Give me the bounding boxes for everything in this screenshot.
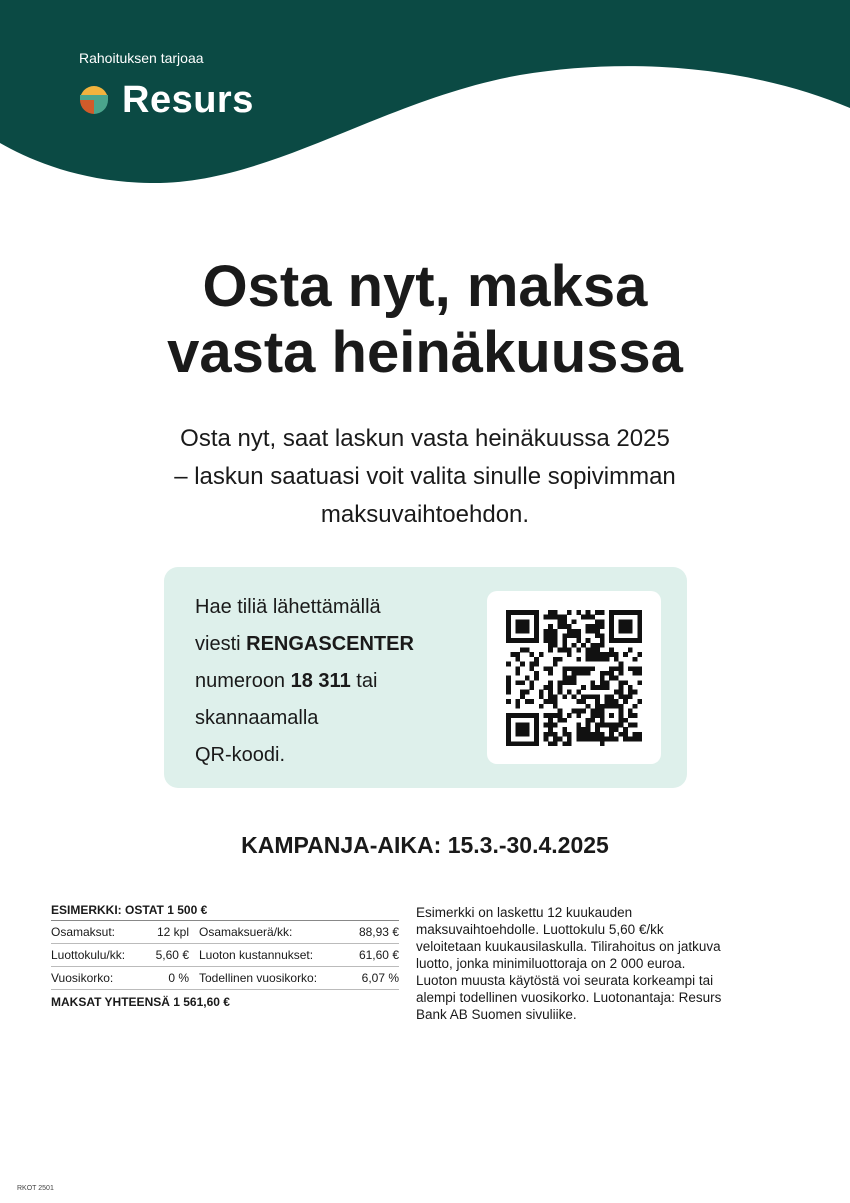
example-title: ESIMERKKI: OSTAT 1 500 € <box>51 903 399 921</box>
payment-example <box>51 903 399 1009</box>
headline <box>0 254 850 386</box>
example-total: MAKSAT YHTEENSÄ 1 561,60 € <box>51 995 230 1009</box>
resurs-logo-icon <box>78 84 110 116</box>
row-label: Osamaksuerä/kk: <box>199 925 293 939</box>
apply-line: QR-koodi. <box>195 744 286 766</box>
tagline: Rahoituksen tarjoaa <box>79 50 204 66</box>
apply-line: skannaamalla <box>195 707 319 729</box>
disclaimer-line: luotto, jonka minimiluottoraja on 2 000 euroa. <box>416 956 686 971</box>
row-value: 0 % <box>168 971 189 985</box>
qr-code-icon[interactable] <box>506 610 642 746</box>
row-label: Osamaksut: <box>51 925 116 939</box>
brand-name: Resurs <box>122 79 254 121</box>
apply-text: viesti <box>195 633 247 655</box>
sms-number: 18 311 <box>290 670 351 692</box>
disclaimer-line: veloitetaan kuukausilaskulla. Tilirahoitus on jatkuva <box>416 939 721 954</box>
disclaimer-line: Esimerkki on laskettu 12 kuukauden <box>416 905 633 920</box>
example-row <box>51 944 399 967</box>
apply-line <box>195 626 475 663</box>
apply-text: tai <box>350 670 378 692</box>
apply-line: Hae tiliä lähettämällä <box>195 596 381 618</box>
qr-card[interactable] <box>487 591 661 764</box>
disclaimer-line: Luoton muusta käytöstä voi seurata korkeampi tai <box>416 973 714 988</box>
document-code: RKOT 2501 <box>17 1185 54 1192</box>
row-value: 6,07 % <box>361 971 399 985</box>
lead-line: Osta nyt, saat laskun vasta heinäkuussa 2025 <box>180 425 670 452</box>
apply-text: numeroon <box>195 670 291 692</box>
disclaimer-text <box>416 904 766 1023</box>
lead-line: maksuvaihtoehdon. <box>320 501 530 528</box>
disclaimer-line: maksuvaihtoehdolle. Luottokulu 5,60 €/kk <box>416 922 664 937</box>
example-row <box>51 967 399 990</box>
headline-line: Osta nyt, maksa <box>202 254 648 319</box>
disclaimer-line: alempi todellinen vuosikorko. Luotonantaja: Resurs <box>416 990 722 1005</box>
row-value: 61,60 € <box>358 948 399 962</box>
brand-logo <box>78 80 254 120</box>
sms-keyword: RENGASCENTER <box>246 633 414 655</box>
row-value: 88,93 € <box>358 925 399 939</box>
campaign-period: KAMPANJA-AIKA: 15.3.-30.4.2025 <box>241 832 609 858</box>
row-value: 5,60 € <box>155 948 189 962</box>
example-row <box>51 921 399 944</box>
row-label: Luoton kustannukset: <box>199 948 314 962</box>
disclaimer-line: Bank AB Suomen sivuliike. <box>416 1007 577 1022</box>
row-label: Todellinen vuosikorko: <box>199 971 318 985</box>
row-label: Vuosikorko: <box>51 971 114 985</box>
apply-line <box>195 663 475 700</box>
lead-line: – laskun saatuasi voit valita sinulle sopivimman <box>174 463 676 490</box>
apply-box <box>164 567 687 788</box>
apply-instructions <box>195 589 475 774</box>
row-value: 12 kpl <box>156 925 189 939</box>
lead-paragraph <box>0 420 850 534</box>
row-label: Luottokulu/kk: <box>51 948 126 962</box>
headline-line: vasta heinäkuussa <box>167 320 683 385</box>
